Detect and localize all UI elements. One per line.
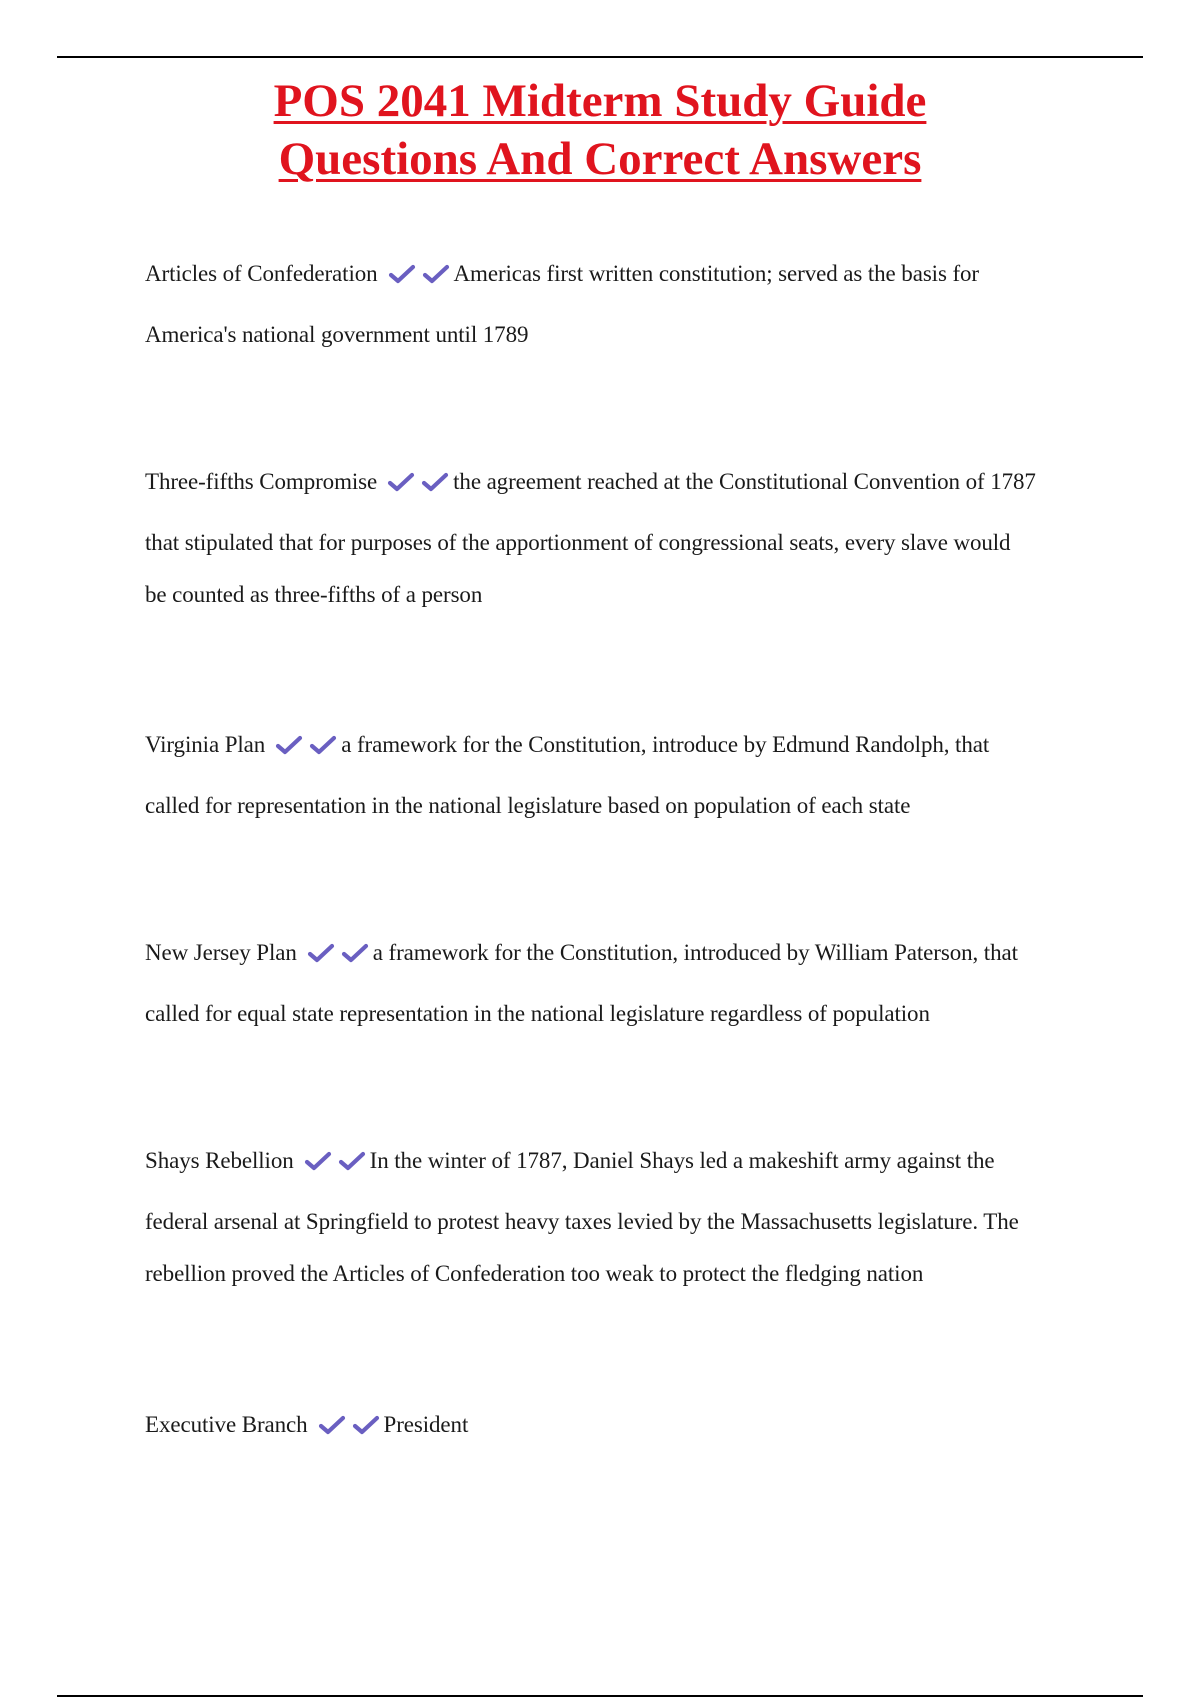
title-line-1: POS 2041 Midterm Study Guide (273, 75, 927, 127)
entry-answer: In the winter of 1787, Daniel Shays led a makeshift army against the (369, 1148, 995, 1173)
check-icon (318, 1415, 346, 1435)
check-pair (275, 719, 337, 777)
bottom-rule (57, 1695, 1143, 1697)
entry-answer: Americas first written constitution; served as the basis for (453, 261, 979, 286)
entry-answer-line: called for equal state representation in the national legislature regardless of population (145, 1001, 930, 1026)
check-pair (388, 248, 450, 306)
entry-answer: a framework for the Constitution, introduced by William Paterson, that (372, 940, 1018, 965)
check-icon (275, 735, 303, 755)
entry-answer-line: be counted as three-fifths of a person (145, 582, 483, 607)
check-icon (388, 264, 416, 284)
study-entry (145, 245, 1105, 364)
entry-first-line (145, 1396, 1105, 1457)
entry-answer-line: rebellion proved the Articles of Confederation too weak to protect the fledging nation (145, 1261, 924, 1286)
check-pair (318, 1399, 380, 1457)
entry-answer-line: America's national government until 1789 (145, 322, 529, 347)
check-pair (304, 1135, 366, 1193)
check-icon (338, 1151, 366, 1171)
study-entry (145, 716, 1105, 835)
entry-term: Virginia Plan (145, 732, 266, 757)
study-entry (145, 1396, 1105, 1457)
entry-term: New Jersey Plan (145, 940, 297, 965)
check-icon (421, 472, 449, 492)
entry-term: Shays Rebellion (145, 1148, 294, 1173)
check-icon (309, 735, 337, 755)
check-pair (387, 456, 449, 514)
check-pair (307, 927, 369, 985)
entry-first-line (145, 245, 1105, 306)
check-icon (341, 943, 369, 963)
top-rule (57, 56, 1143, 58)
entry-term: Articles of Confederation (145, 261, 378, 286)
entry-first-line (145, 716, 1105, 777)
title-line-2: Questions And Correct Answers (278, 133, 922, 185)
entry-answer: the agreement reached at the Constitutional Convention of 1787 (453, 469, 1036, 494)
entry-first-line (145, 1132, 1105, 1193)
entry-first-line (145, 453, 1105, 514)
study-entry (145, 453, 1105, 624)
check-icon (352, 1415, 380, 1435)
document-title (0, 72, 1200, 188)
entry-answer-line: that stipulated that for purposes of the apportionment of congressional seats, every slave would (145, 530, 1011, 555)
entry-answer: President (383, 1412, 469, 1437)
check-icon (387, 472, 415, 492)
entry-answer-line: called for representation in the national legislature based on population of each state (145, 793, 911, 818)
entry-term: Three-fifths Compromise (145, 469, 378, 494)
entry-term: Executive Branch (145, 1412, 308, 1437)
entry-first-line (145, 924, 1105, 985)
check-icon (307, 943, 335, 963)
check-icon (304, 1151, 332, 1171)
entry-answer-line: federal arsenal at Springfield to protest heavy taxes levied by the Massachusetts legislature. The (145, 1209, 1019, 1234)
entry-answer: a framework for the Constitution, introduce by Edmund Randolph, that (341, 732, 990, 757)
study-entry (145, 924, 1105, 1043)
check-icon (422, 264, 450, 284)
study-entry (145, 1132, 1105, 1303)
